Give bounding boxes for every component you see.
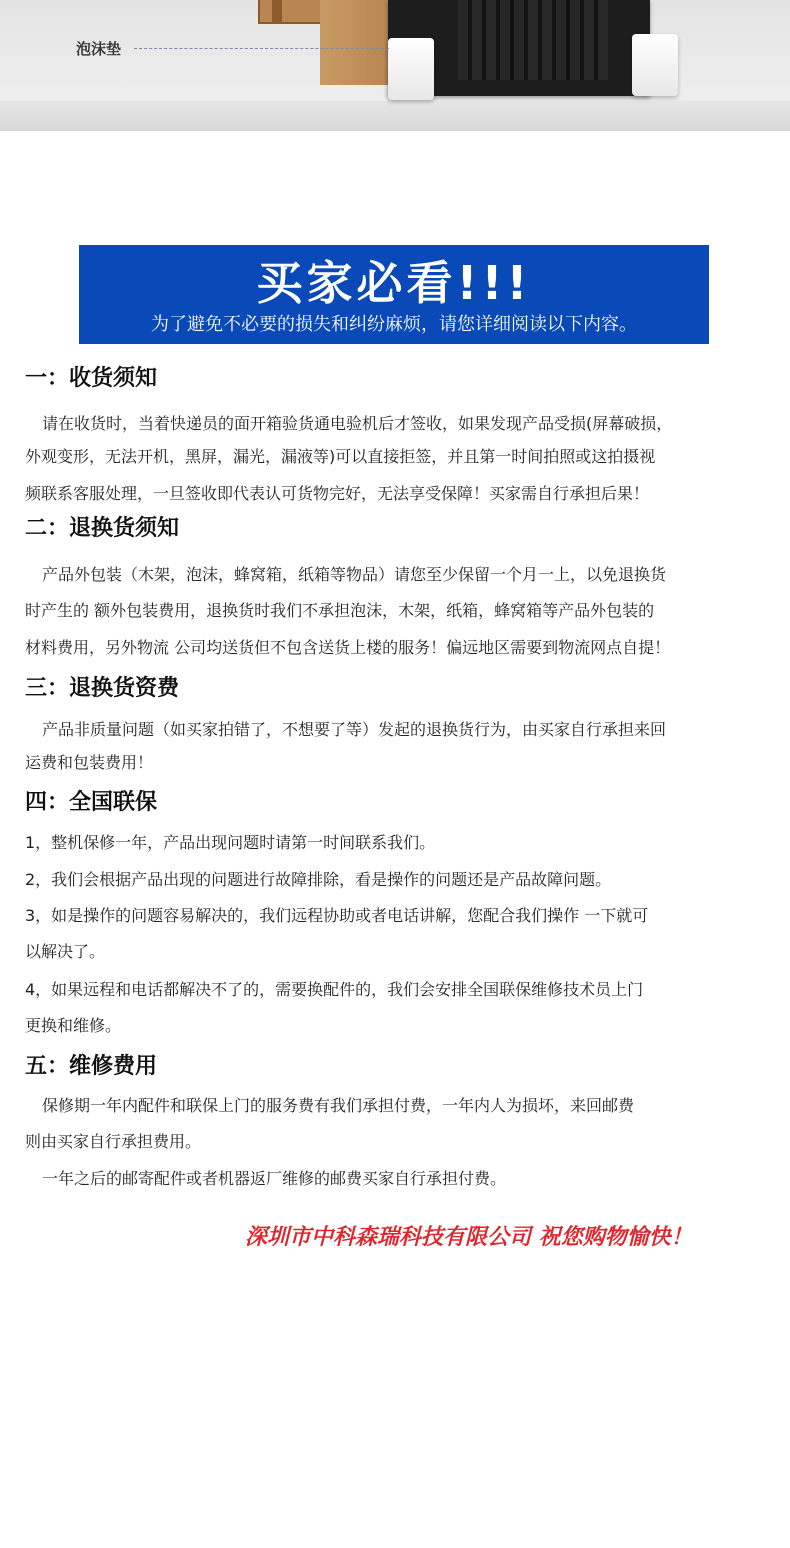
section-text-line: 运费和包装费用！ [25,753,154,772]
section-text-line: 4，如果远程和电话都解决不了的，需要换配件的，我们会安排全国联保维修技术员上门 [25,980,644,999]
section-text-line: 材料费用，另外物流 公司均送货但不包含送货上楼的服务！偏远地区需要到物流网点自提！ [25,638,671,657]
cardboard-box [320,0,390,85]
section-text-line: 保修期一年内配件和联保上门的服务费有我们承担付费，一年内人为损坏，来回邮费 [42,1096,635,1115]
section-text-line: 3，如是操作的问题容易解决的，我们远程协助或者电话讲解，您配合我们操作 一下就可 [25,906,649,925]
section-heading-returns: 二：退换货须知 [25,516,180,541]
foam-pointer-line [134,48,389,49]
banner-title: 买家必看!!! [256,256,532,310]
photo-floor [0,101,790,131]
section-text-line: 产品非质量问题（如买家拍错了，不想要了等）发起的退换货行为，由买家自行承担来回 [42,720,667,739]
foam-pad-left [388,38,434,100]
section-heading-receiving: 一：收货须知 [25,366,158,391]
section-text-line: 一年之后的邮寄配件或者机器返厂维修的邮费买家自行承担付费。 [42,1169,507,1188]
section-text-line: 以解决了。 [25,942,106,961]
section-text-line: 外观变形，无法开机，黑屏，漏光，漏液等)可以直接拒签，并且第一时间拍照或这拍摄视 [25,447,656,466]
company-footer: 深圳市中科森瑞科技有限公司 祝您购物愉快！ [245,1225,693,1250]
section-heading-repair-fees: 五：维修费用 [25,1054,158,1079]
section-text-line: 更换和维修。 [25,1016,122,1035]
banner-subtitle: 为了避免不必要的损失和纠纷麻烦，请您详细阅读以下内容。 [151,314,637,335]
foam-pad-right [632,34,678,96]
section-text-line: 1，整机保修一年，产品出现问题时请第一时间联系我们。 [25,833,436,852]
section-text-line: 则由买家自行承担费用。 [25,1132,202,1151]
section-heading-return-fees: 三：退换货资费 [25,676,180,701]
foam-label: 泡沫垫 [76,40,122,58]
section-heading-warranty: 四：全国联保 [25,790,158,815]
section-text-line: 时产生的 额外包装费用，退换货时我们不承担泡沫，木架，纸箱，蜂窝箱等产品外包装的 [25,601,655,620]
section-text-line: 请在收货时，当着快递员的面开箱验货通电验机后才签收，如果发现产品受损(屏幕破损， [42,414,673,433]
notice-banner [79,245,709,344]
section-text-line: 2，我们会根据产品出现的问题进行故障排除，看是操作的问题还是产品故障问题。 [25,870,612,889]
monitor-vent-grid [458,0,608,80]
section-text-line: 频联系客服处理，一旦签收即代表认可货物完好，无法享受保障！买家需自行承担后果！ [25,484,650,503]
product-photo [0,0,790,131]
section-text-line: 产品外包装（木架，泡沫，蜂窝箱，纸箱等物品）请您至少保留一个月一上，以免退换货 [42,565,667,584]
